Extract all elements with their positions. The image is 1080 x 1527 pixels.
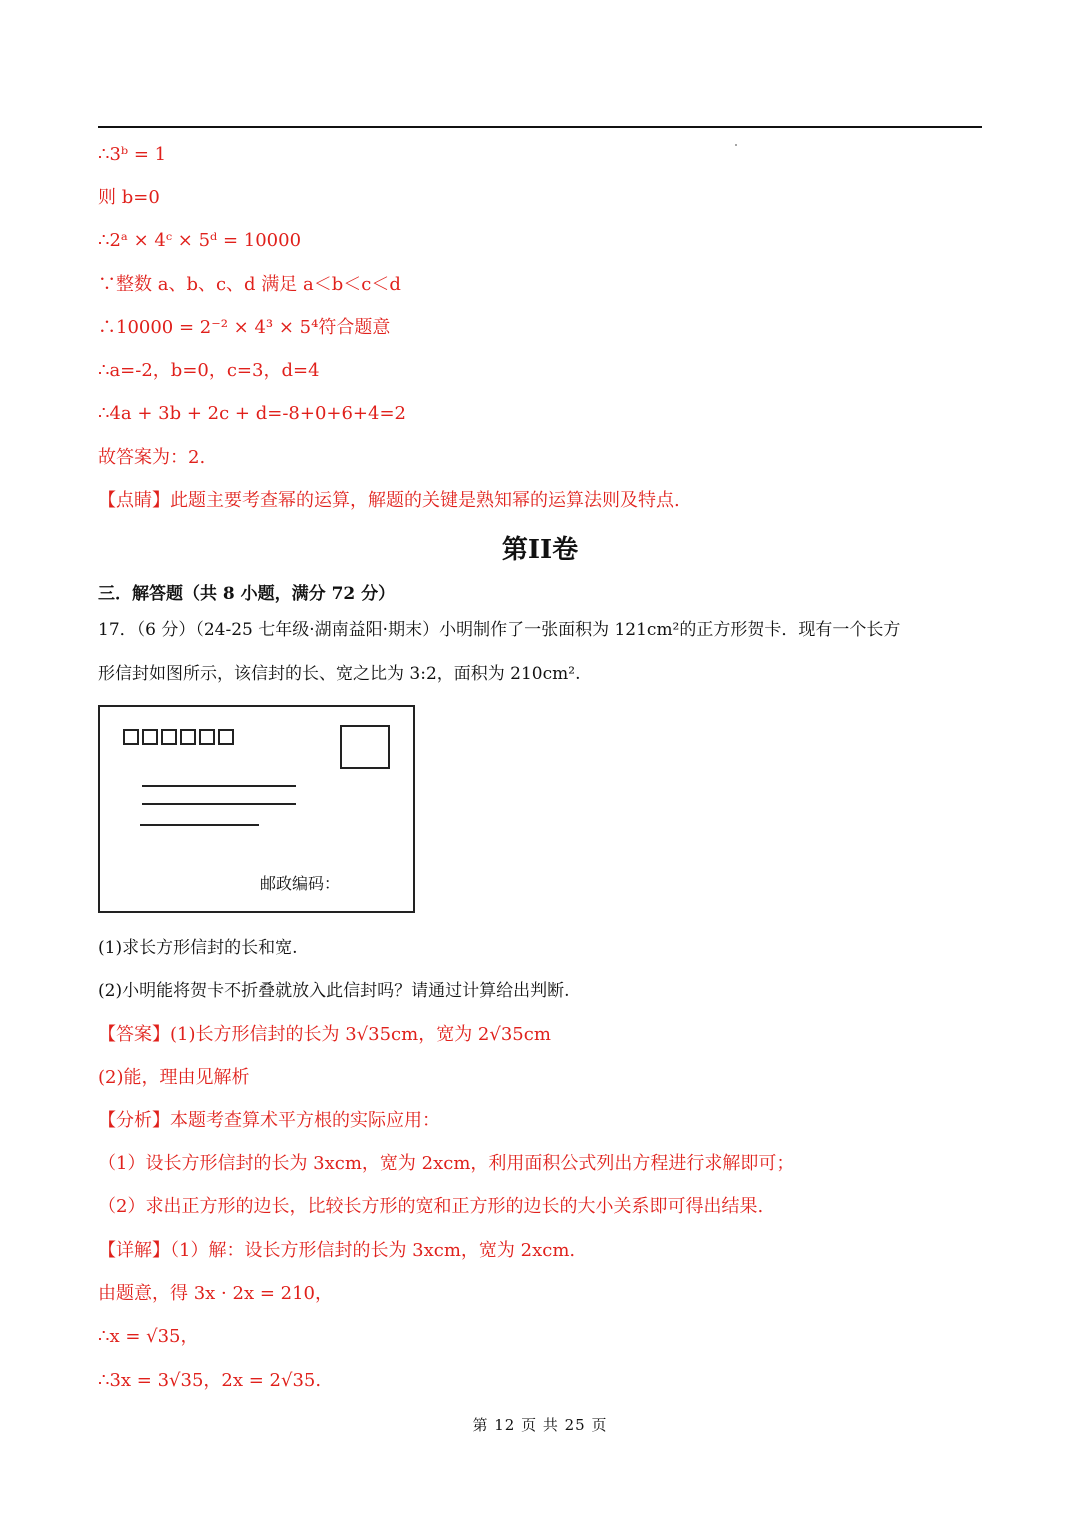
zip-box <box>123 729 139 745</box>
solution-line: ∴10000 = 2⁻² × 4³ × 5⁴符合题意 <box>98 317 391 338</box>
zip-box <box>161 729 177 745</box>
solution-line: ∵整数 a、b、c、d 满足 a＜b＜c＜d <box>98 274 401 295</box>
problem-text: 形信封如图所示，该信封的长、宽之比为 3:2，面积为 210cm². <box>98 664 581 684</box>
comment-line: 【点睛】此题主要考查幂的运算，解题的关键是熟知幂的运算法则及特点. <box>98 490 680 511</box>
problem-text: 17．（6 分）（24-25 七年级·湖南益阳·期末）小明制作了一张面积为 121cm²的正方形贺卡．现有一个长方 <box>98 620 901 640</box>
detail-heading: 【详解】（1）解：设长方形信封的长为 3xcm，宽为 2xcm. <box>98 1240 576 1261</box>
address-line <box>142 785 296 787</box>
solution-line: 则 b=0 <box>98 187 160 208</box>
header-rule <box>98 126 982 128</box>
analysis-line: （2）求出正方形的边长，比较长方形的宽和正方形的边长的大小关系即可得出结果. <box>98 1196 764 1217</box>
analysis-heading: 【分析】本题考查算术平方根的实际应用： <box>98 1110 440 1131</box>
answer-line: 【答案】(1)长方形信封的长为 3√35cm，宽为 2√35cm <box>98 1024 551 1045</box>
scan-speck <box>735 144 737 146</box>
question-2: (2)小明能将贺卡不折叠就放入此信封吗？请通过计算给出判断. <box>98 981 570 1001</box>
page-footer: 第 12 页 共 25 页 <box>472 1416 608 1434</box>
answer-line: (2)能，理由见解析 <box>98 1067 250 1088</box>
detail-line: ∴3x = 3√35，2x = 2√35. <box>98 1370 322 1391</box>
zip-box <box>199 729 215 745</box>
solution-line: 故答案为：2. <box>98 447 206 468</box>
solution-line: ∴4a + 3b + 2c + d=-8+0+6+4=2 <box>98 403 406 424</box>
solution-line: ∴a=-2，b=0，c=3，d=4 <box>98 360 320 381</box>
postal-code-label: 邮政编码： <box>260 874 341 893</box>
analysis-line: （1）设长方形信封的长为 3xcm，宽为 2xcm，利用面积公式列出方程进行求解即可； <box>98 1153 795 1174</box>
question-1: (1)求长方形信封的长和宽. <box>98 938 298 958</box>
detail-line: ∴x = √35， <box>98 1326 199 1347</box>
address-line <box>142 803 296 805</box>
address-line <box>140 824 259 826</box>
solution-line: ∴2ᵃ × 4ᶜ × 5ᵈ = 10000 <box>98 230 302 251</box>
solution-line: ∴3ᵇ = 1 <box>98 144 167 165</box>
zip-box <box>180 729 196 745</box>
section-heading: 三．解答题（共 8 小题，满分 72 分） <box>98 584 396 604</box>
stamp-box <box>340 725 390 769</box>
detail-line: 由题意，得 3x · 2x = 210， <box>98 1283 333 1304</box>
postal-code-boxes <box>123 729 234 745</box>
section-title: 第II卷 <box>501 535 579 565</box>
zip-box <box>142 729 158 745</box>
zip-box <box>218 729 234 745</box>
